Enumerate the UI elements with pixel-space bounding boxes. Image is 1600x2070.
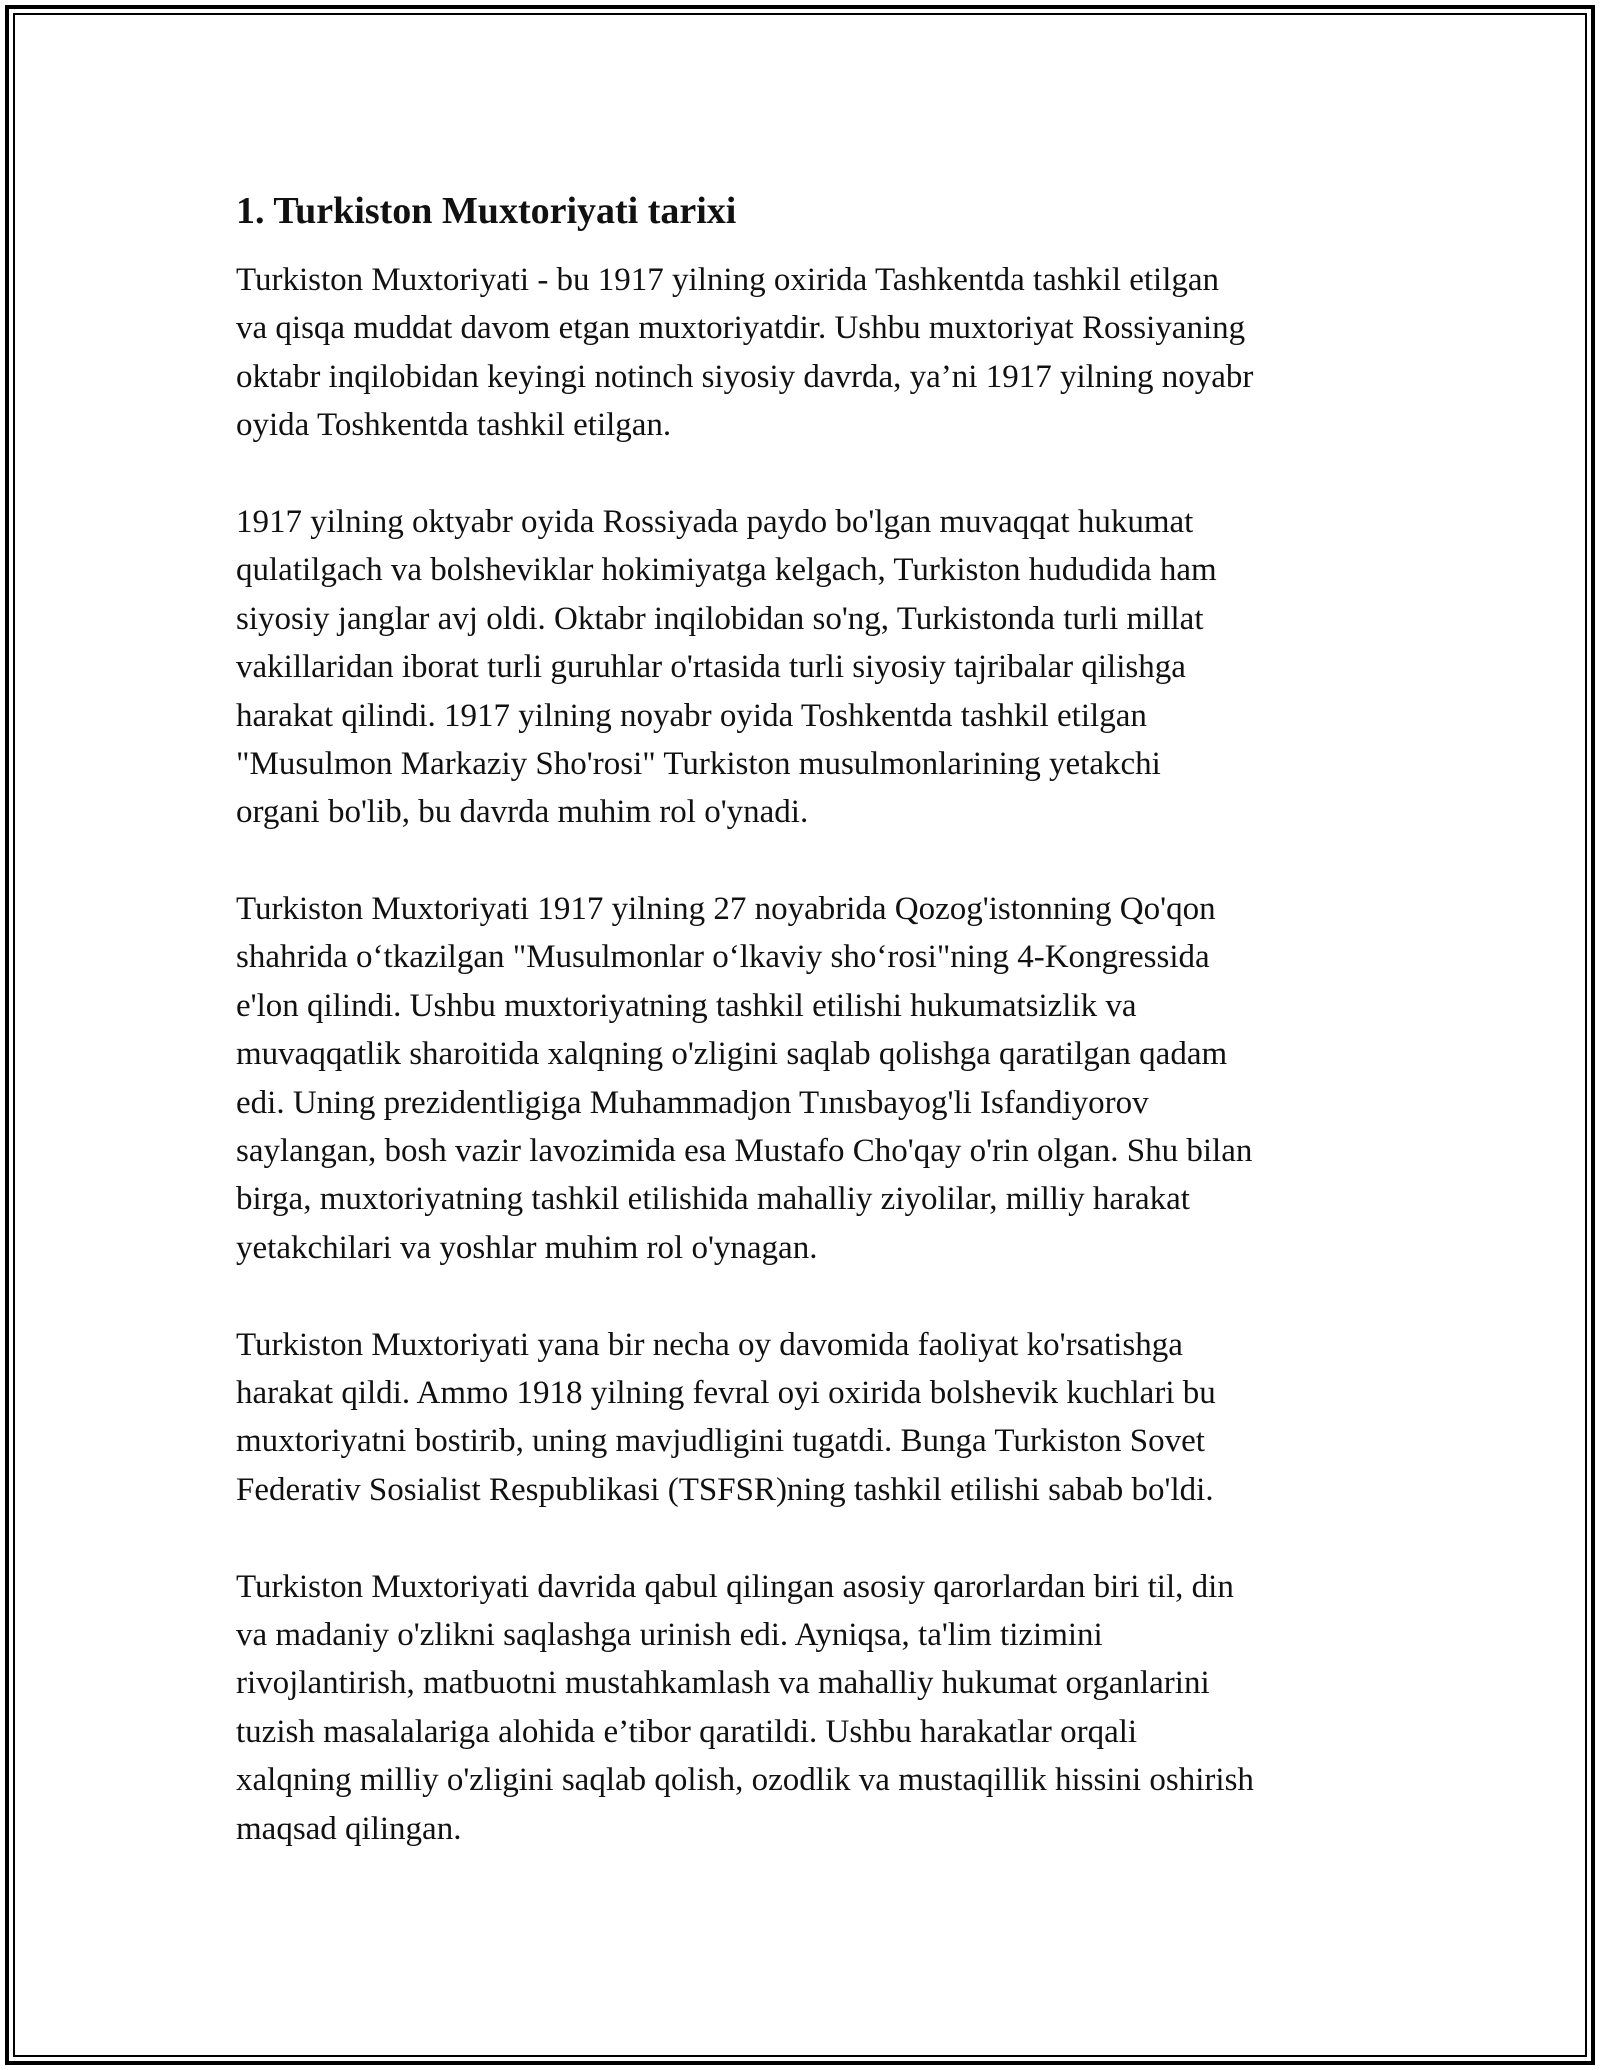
paragraph-line: yetakchilari va yoshlar muhim rol o'ynagan. bbox=[236, 1229, 818, 1266]
paragraph-spacer bbox=[236, 450, 1386, 498]
paragraph-line: Turkiston Muxtoriyati yana bir necha oy davomida faoliyat ko'rsatishga bbox=[236, 1326, 1183, 1363]
paragraph-line: saylangan, bosh vazir lavozimida esa Mustafo Cho'qay o'rin olgan. Shu bilan bbox=[236, 1133, 1253, 1170]
paragraph-line: oktabr inqilobidan keyingi notinch siyosiy davrda, ya’ni 1917 yilning noyabr bbox=[236, 358, 1254, 395]
paragraph-line: va qisqa muddat davom etgan muxtoriyatdir. Ushbu muxtoriyat Rossiyaning bbox=[236, 310, 1246, 347]
paragraph-2 bbox=[236, 498, 1386, 837]
paragraph-line: vakillaridan iborat turli guruhlar o'rtasida turli siyosiy tajribalar qilishga bbox=[236, 649, 1186, 686]
paragraph-line: Turkiston Muxtoriyati - bu 1917 yilning oxirida Tashkentda tashkil etilgan bbox=[236, 262, 1220, 298]
paragraph-1 bbox=[236, 256, 1386, 450]
paragraph-line: edi. Uning prezidentligiga Muhammadjon Tınısbayog'li Isfandiyorov bbox=[236, 1084, 1149, 1121]
document-title: 1. Turkiston Muxtoriyati tarixi bbox=[236, 190, 737, 232]
paragraph-line: Turkiston Muxtoriyati davrida qabul qilingan asosiy qarorlardan biri til, din bbox=[236, 1568, 1234, 1605]
paragraph-line: xalqning milliy o'zligini saqlab qolish, ozodlik va mustaqillik hissini oshirish bbox=[236, 1762, 1254, 1799]
paragraph-line: harakat qilindi. 1917 yilning noyabr oyida Toshkentda tashkil etilgan bbox=[236, 697, 1147, 734]
paragraph-line: rivojlantirish, matbuotni mustahkamlash va mahalliy hukumat organlarini bbox=[236, 1665, 1210, 1702]
paragraph-line: "Musulmon Markaziy Sho'rosi" Turkiston musulmonlarining yetakchi bbox=[236, 745, 1161, 782]
paragraph-line: oyida Toshkentda tashkil etilgan. bbox=[236, 407, 672, 444]
paragraph-line: muvaqqatlik sharoitida xalqning o'zligini saqlab qolishga qaratilgan qadam bbox=[236, 1036, 1228, 1073]
paragraph-line: 1917 yilning oktyabr oyida Rossiyada paydo bo'lgan muvaqqat hukumat bbox=[236, 503, 1194, 540]
paragraph-line: Turkiston Muxtoriyati 1917 yilning 27 noyabrida Qozog'istonning Qo'qon bbox=[236, 891, 1216, 928]
paragraph-line: muxtoriyatni bostirib, uning mavjudligini tugatdi. Bunga Turkiston Sovet bbox=[236, 1423, 1205, 1460]
paragraph-line: qulatilgach va bolsheviklar hokimiyatga kelgach, Turkiston hududida ham bbox=[236, 552, 1217, 589]
paragraph-line: maqsad qilingan. bbox=[236, 1810, 462, 1847]
paragraph-5 bbox=[236, 1563, 1386, 1853]
paragraph-line: shahrida o‘tkazilgan "Musulmonlar o‘lkaviy sho‘rosi"ning 4-Kongressida bbox=[236, 939, 1210, 976]
paragraph-line: va madaniy o'zlikni saqlashga urinish edi. Ayniqsa, ta'lim tizimini bbox=[236, 1616, 1103, 1653]
paragraph-spacer bbox=[236, 837, 1386, 885]
paragraph-line: tuzish masalalariga alohida e’tibor qaratildi. Ushbu harakatlar orqali bbox=[236, 1713, 1138, 1750]
paragraph-spacer bbox=[236, 1272, 1386, 1320]
paragraph-line: harakat qildi. Ammo 1918 yilning fevral oyi oxirida bolshevik kuchlari bu bbox=[236, 1374, 1216, 1411]
paragraph-line: siyosiy janglar avj oldi. Oktabr inqilobidan so'ng, Turkistonda turli millat bbox=[236, 600, 1204, 637]
paragraph-spacer bbox=[236, 1514, 1386, 1562]
paragraph-line: birga, muxtoriyatning tashkil etilishida mahalliy ziyolilar, milliy harakat bbox=[236, 1181, 1190, 1218]
title-spacer bbox=[236, 242, 1386, 256]
paragraph-3 bbox=[236, 885, 1386, 1272]
document-body bbox=[236, 188, 1386, 1853]
paragraph-line: organi bo'lib, bu davrda muhim rol o'ynadi. bbox=[236, 794, 809, 831]
paragraph-line: Federativ Sosialist Respublikasi (TSFSR)ning tashkil etilishi sabab bo'ldi. bbox=[236, 1471, 1214, 1508]
paragraph-line: e'lon qilindi. Ushbu muxtoriyatning tashkil etilishi hukumatsizlik va bbox=[236, 987, 1137, 1024]
paragraph-4 bbox=[236, 1321, 1386, 1515]
